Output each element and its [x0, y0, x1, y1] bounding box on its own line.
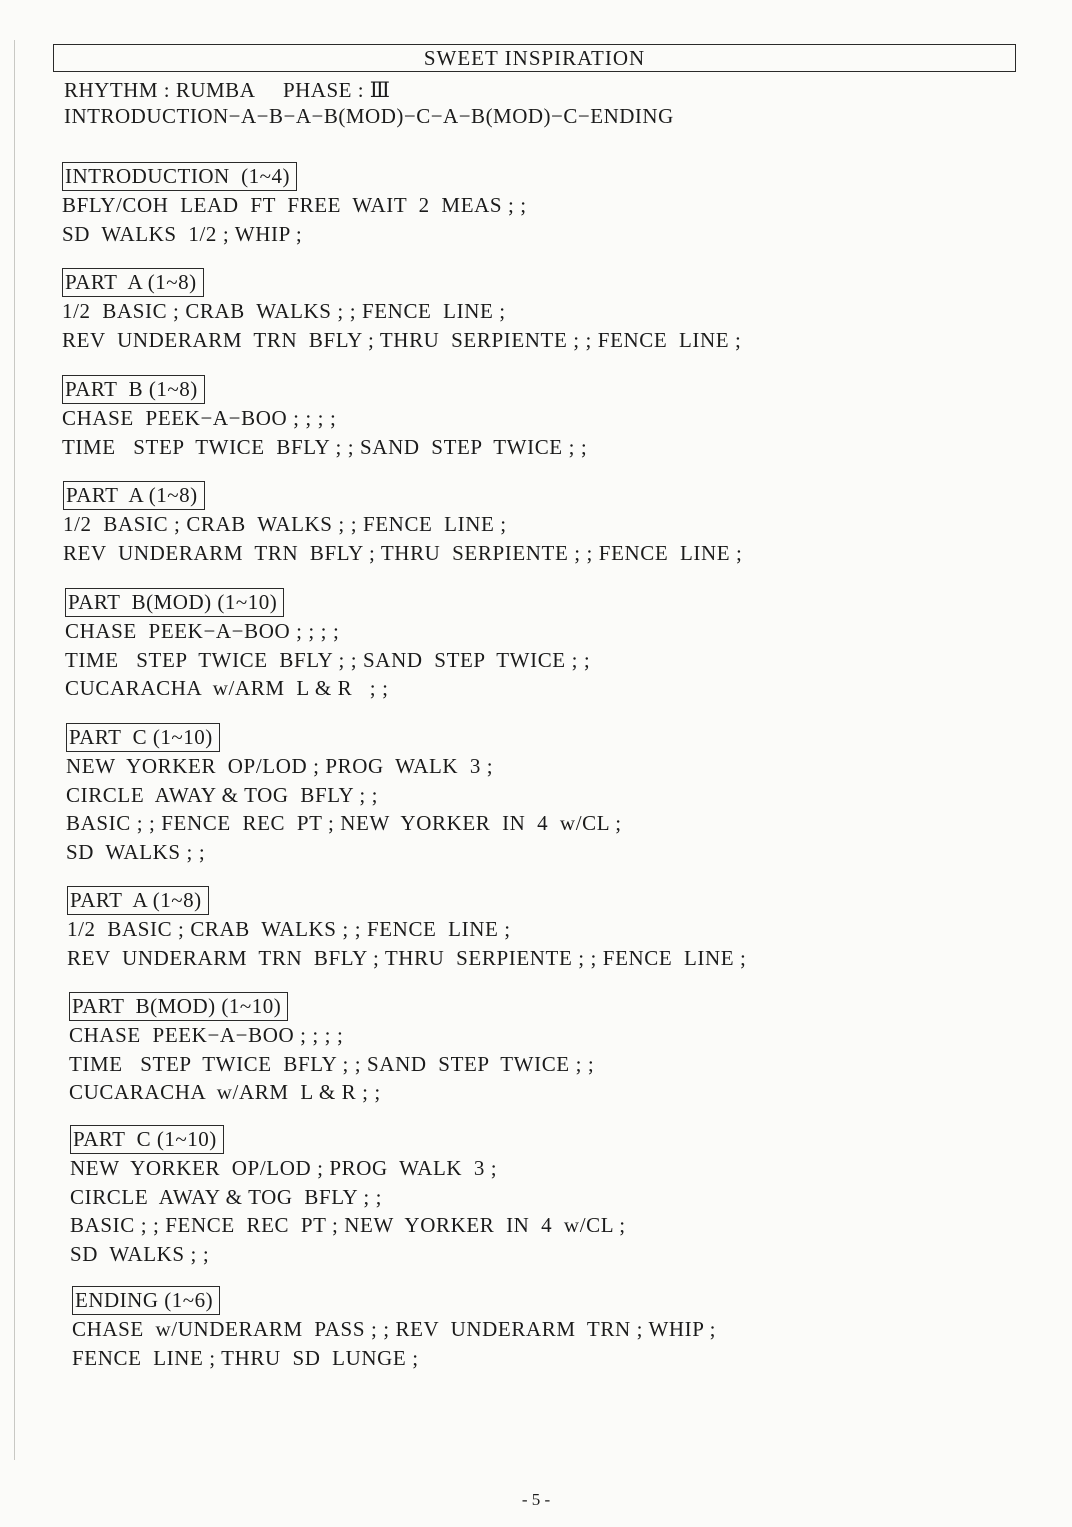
section-line: SD WALKS ; ; — [66, 839, 206, 864]
section-header: PART A (1~8) — [63, 481, 205, 510]
section-line: CHASE w/UNDERARM PASS ; ; REV UNDERARM TRN ; WHIP ; — [72, 1317, 717, 1341]
page-title: SWEET INSPIRATION — [53, 44, 1016, 72]
section-line: CHASE PEEK−A−BOO ; ; ; ; — [65, 619, 340, 643]
section-part-a — [62, 268, 742, 354]
section-header: PART A (1~8) — [67, 886, 209, 915]
section-line: BFLY/COH LEAD FT FREE WAIT 2 MEAS ; ; — [62, 193, 527, 217]
section-part-b-mod — [69, 992, 594, 1107]
section-line: CIRCLE AWAY & TOG BFLY ; ; — [66, 782, 379, 807]
section-line: SD WALKS 1/2 ; WHIP ; — [62, 221, 303, 246]
section-line: SD WALKS ; ; — [70, 1241, 210, 1266]
section-part-b-mod — [65, 588, 590, 703]
rhythm-phase-line: RHYTHM : RUMBA PHASE : Ⅲ — [64, 78, 391, 102]
section-header: PART B(MOD) (1~10) — [69, 992, 288, 1021]
section-line: TIME STEP TWICE BFLY ; ; SAND STEP TWICE ; ; — [69, 1051, 595, 1076]
section-line: CUCARACHA w/ARM L & R ; ; — [69, 1080, 381, 1104]
section-header: PART C (1~10) — [66, 723, 220, 752]
page-edge — [14, 40, 15, 1460]
section-header: PART B(MOD) (1~10) — [65, 588, 284, 617]
section-line: 1/2 BASIC ; CRAB WALKS ; ; FENCE LINE ; — [63, 512, 507, 536]
section-line: CUCARACHA w/ARM L & R ; ; — [65, 676, 389, 700]
section-introduction — [62, 162, 527, 248]
section-line: REV UNDERARM TRN BFLY ; THRU SERPIENTE ; ; FENCE LINE ; — [62, 327, 742, 352]
section-line: 1/2 BASIC ; CRAB WALKS ; ; FENCE LINE ; — [62, 299, 506, 323]
section-line: NEW YORKER OP/LOD ; PROG WALK 3 ; — [66, 754, 494, 778]
section-line: CHASE PEEK−A−BOO ; ; ; ; — [62, 406, 337, 430]
section-header: PART C (1~10) — [70, 1125, 224, 1154]
section-line: REV UNDERARM TRN BFLY ; THRU SERPIENTE ; ; FENCE LINE ; — [67, 945, 747, 970]
section-line: 1/2 BASIC ; CRAB WALKS ; ; FENCE LINE ; — [67, 917, 511, 941]
section-part-a — [67, 886, 747, 972]
section-line: NEW YORKER OP/LOD ; PROG WALK 3 ; — [70, 1156, 498, 1180]
section-line: REV UNDERARM TRN BFLY ; THRU SERPIENTE ; ; FENCE LINE ; — [63, 540, 743, 565]
section-part-a — [63, 481, 743, 567]
section-part-b — [62, 375, 587, 461]
section-header: PART A (1~8) — [62, 268, 204, 297]
section-line: CHASE PEEK−A−BOO ; ; ; ; — [69, 1023, 344, 1047]
section-part-c — [70, 1125, 626, 1268]
section-line: TIME STEP TWICE BFLY ; ; SAND STEP TWICE ; ; — [65, 647, 591, 672]
section-part-c — [66, 723, 622, 866]
section-header: INTRODUCTION (1~4) — [62, 162, 297, 191]
section-line: BASIC ; ; FENCE REC PT ; NEW YORKER IN 4 w/CL ; — [70, 1213, 626, 1237]
section-header: PART B (1~8) — [62, 375, 205, 404]
page-number: - 5 - — [521, 1490, 551, 1509]
section-line: FENCE LINE ; THRU SD LUNGE ; — [72, 1345, 419, 1370]
section-line: CIRCLE AWAY & TOG BFLY ; ; — [70, 1184, 383, 1209]
section-header: ENDING (1~6) — [72, 1286, 220, 1315]
section-line: BASIC ; ; FENCE REC PT ; NEW YORKER IN 4 w/CL ; — [66, 811, 622, 835]
section-line: TIME STEP TWICE BFLY ; ; SAND STEP TWICE ; ; — [62, 434, 588, 459]
sequence-line: INTRODUCTION−A−B−A−B(MOD)−C−A−B(MOD)−C−ENDING — [64, 104, 674, 128]
section-ending — [72, 1286, 716, 1372]
